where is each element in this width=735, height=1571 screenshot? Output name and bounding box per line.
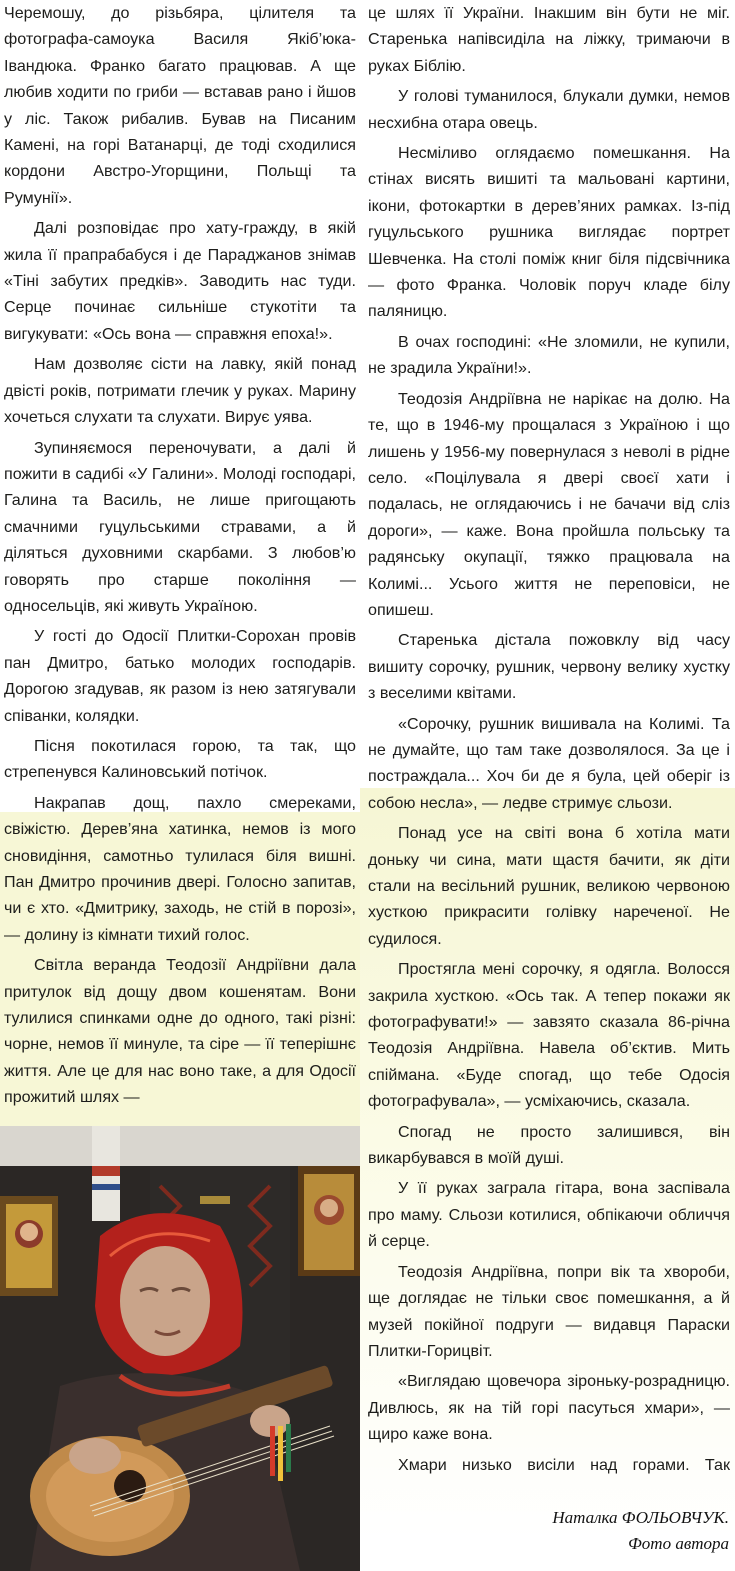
photo-elderly-woman-with-guitar (0, 1126, 360, 1571)
paragraph: Теодозія Андріївна не нарікає на долю. На те, що в 1946-му прощалася з Україною і що лишень у 1956-му повернулася з неволі в рідне село. «Поцілувала я двері своєї хати і подалась, не оглядаючись і не бачачи від сліз дороги», — каже. Вона пройшла польську та радянську окупації, тяжко працювала на Колимі... Усього життя не переповіси, не опишеш. (368, 389, 730, 619)
paragraph: Нам дозволяє сісти на лавку, якій понад двісті років, потримати глечик у руках. Марину хочеться слухати та слухати. Вирує уява. (4, 355, 356, 427)
paragraph: Світла веранда Теодозії Андріївни дала притулок від дощу двом кошенятам. Вони тулилися спинками одне до одного, такі різні: чорне, немов її минуле, та сіре — її теперішнє життя. Але це для нас воно таке, а для Одосії прожитий шлях — (4, 956, 356, 1107)
paragraph: це шлях її України. Інакшим він бути не міг. Старенька напівсиділа на ліжку, тримаючи в руках Біблію. (368, 4, 730, 75)
paragraph: Пісня покотилася горою, та так, що стрепенувся Калиновський потічок. (4, 736, 356, 782)
paragraph: У гості до Одосії Плитки-Сорохан провів пан Дмитро, батько молодих господарів. Дорогою згадував, як разом із нею затягували співанки, колядки. (4, 627, 356, 725)
photo-illustration (0, 1126, 360, 1571)
paragraph: Спогад не просто залишився, він викарбувався в моїй душі. (368, 1122, 730, 1168)
paragraph: У її руках заграла гітара, вона заспівала про маму. Сльози котилися, обпікаючи обличчя й серце. (368, 1179, 730, 1251)
paragraph: Черемошу, до різьбяра, цілителя та фотографа-самоука Василя Якіб’юка-Івандюка. Франко багато працював. А ще любив ходити по гриби — вставав рано і йшов у ліс. Також рибалив. Бував на Писаним Камені, на горі Ватанарці, де тоді сходилися кордони Австро-Угорщини, Польщі та Румунії». (4, 4, 356, 207)
paragraph: Хмари низько висіли над горами. Так (398, 1455, 730, 1474)
right-text-column (368, 0, 730, 1480)
paragraph: «Виглядаю щовечора зіроньку-розрадницю. Дивлюсь, як на тій горі пасуться хмари», — щиро каже вона. (368, 1372, 730, 1444)
left-text-column (4, 0, 356, 1125)
author-name: Наталка ФОЛЬОВЧУК. (552, 1508, 729, 1527)
photo-credit: Фото автора (628, 1534, 729, 1553)
byline (409, 1505, 729, 1557)
paragraph: В очах господині: «Не зломили, не купили, не зрадила України!». (368, 332, 730, 378)
paragraph: Простягла мені сорочку, я одягла. Волосся закрила хусткою. «Ось так. А тепер покажи як фотографувати!» — завзято сказала 86-річна Теодозія Андріївна. Навела об’єктив. Мить спіймана. «Буде спогад, що тебе Одосія фотографувала», — усміхаючись, сказала. (368, 960, 730, 1111)
paragraph: У голові туманилося, блукали думки, немов несхибна отара овець. (368, 87, 730, 132)
paragraph: Теодозія Андріївна, попри вік та хвороби, ще доглядає не тільки своє помешкання, а й музей покійної подруги — видавця Параски Плитки-Горицвіт. (368, 1262, 730, 1360)
paragraph: Далі розповідає про хату-гражду, в якій жила її прапрабабуся і де Параджанов знімав «Тіні забутих предків». Заводить нас туди. Серце починає сильніше стукотіти та вигукувати: «Ось вона — справжня епоха!». (4, 219, 356, 343)
paragraph: Старенька дістала пожовклу від часу вишиту сорочку, рушник, червону велику хустку з веселими квітами. (368, 631, 730, 703)
paragraph: Понад усе на світі вона б хотіла мати доньку чи сина, мати щастя бачити, як діти стали на весільний рушник, великою червоною хусткою прикрасити голівку нареченої. Не судилося. (368, 824, 730, 948)
paragraph: «Сорочку, рушник вишивала на Колимі. Та не думайте, що там таке дозволялося. За це і постраждала... Хоч би де я була, цей оберіг із собою несла», — ледве стримує сльози. (368, 714, 730, 812)
paragraph: Несміливо оглядаємо помешкання. На стінах висять вишиті та мальовані картини, ікони, фотокартки в дерев’яних рамках. Із-під гуцульського рушника виглядає портрет Шевченка. На столі поміж книг біля підсвічника — фото Франка. Чоловік поруч кладе білу паляницю. (368, 144, 730, 321)
paragraph: Зупиняємося переночувати, а далі й пожити в садибі «У Галини». Молоді господарі, Галина та Василь, не лише пригощають смачними гуцульськими стравами, а й діляться духовними скарбами. З любов’ю говорять про старше покоління — односельців, які живуть Україною. (4, 438, 356, 615)
paragraph: Накрапав дощ, пахло смереками, свіжістю. Дерев’яна хатинка, немов із мого сновидіння, самотньо тулилася біля вишні. Пан Дмитро прочинив двері. Голосно запитав, чи є хто. «Дмитрику, заходь, не стій в порозі», — долину із кімнати тихий голос. (4, 793, 356, 944)
